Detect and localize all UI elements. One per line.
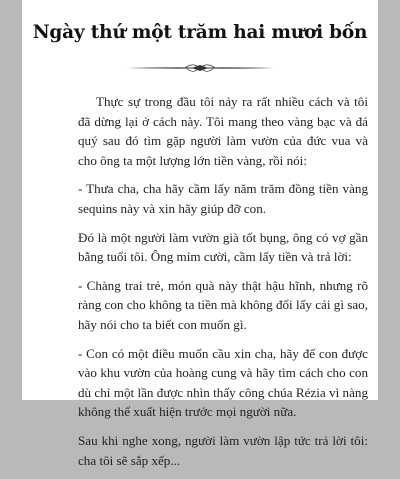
paragraph: Sau khi nghe xong, người làm vườn lập tức trả lời tôi: cha tôi sẽ sắp xếp... [78, 432, 368, 468]
chapter-body [78, 92, 368, 479]
book-page [22, 0, 378, 468]
paragraph: - Con có một điều muốn cầu xin cha, hãy để con được vào khu vườn của hoàng cung và hãy tìm cách cho con dù chỉ một lần được nhìn thấy công chúa Rézia vì nàng không thể xuất hiện trước mọi người nữa. [78, 345, 368, 420]
chapter-title: Ngày thứ một trăm hai mươi bốn [32, 22, 368, 43]
ornament-divider-icon [125, 62, 275, 74]
paragraph: Đó là một người làm vườn già tốt bụng, ông có vợ gần bằng tuổi tôi. Ông mỉm cười, cầm lấy tiền và trả lời: [78, 229, 368, 265]
paragraph: Thực sự trong đầu tôi nảy ra rất nhiều cách và tôi đã dừng lại ở cách này. Tôi mang theo vàng bạc và đá quý sau đó tìm gặp người làm vườn của đức vua và cho ông ta một lượng lớn tiền vàng, rồi nói: [78, 94, 368, 168]
paragraph: - Thưa cha, cha hãy cầm lấy năm trăm đồng tiền vàng sequins này và xin hãy giúp đỡ con. [78, 181, 368, 216]
paragraph: - Chàng trai trẻ, món quà này thật hậu hĩnh, nhưng rõ ràng con cho không ta tiền mà không đổi lấy cái gì sao, hãy nói cho ta biết con muốn gì. [78, 277, 368, 332]
